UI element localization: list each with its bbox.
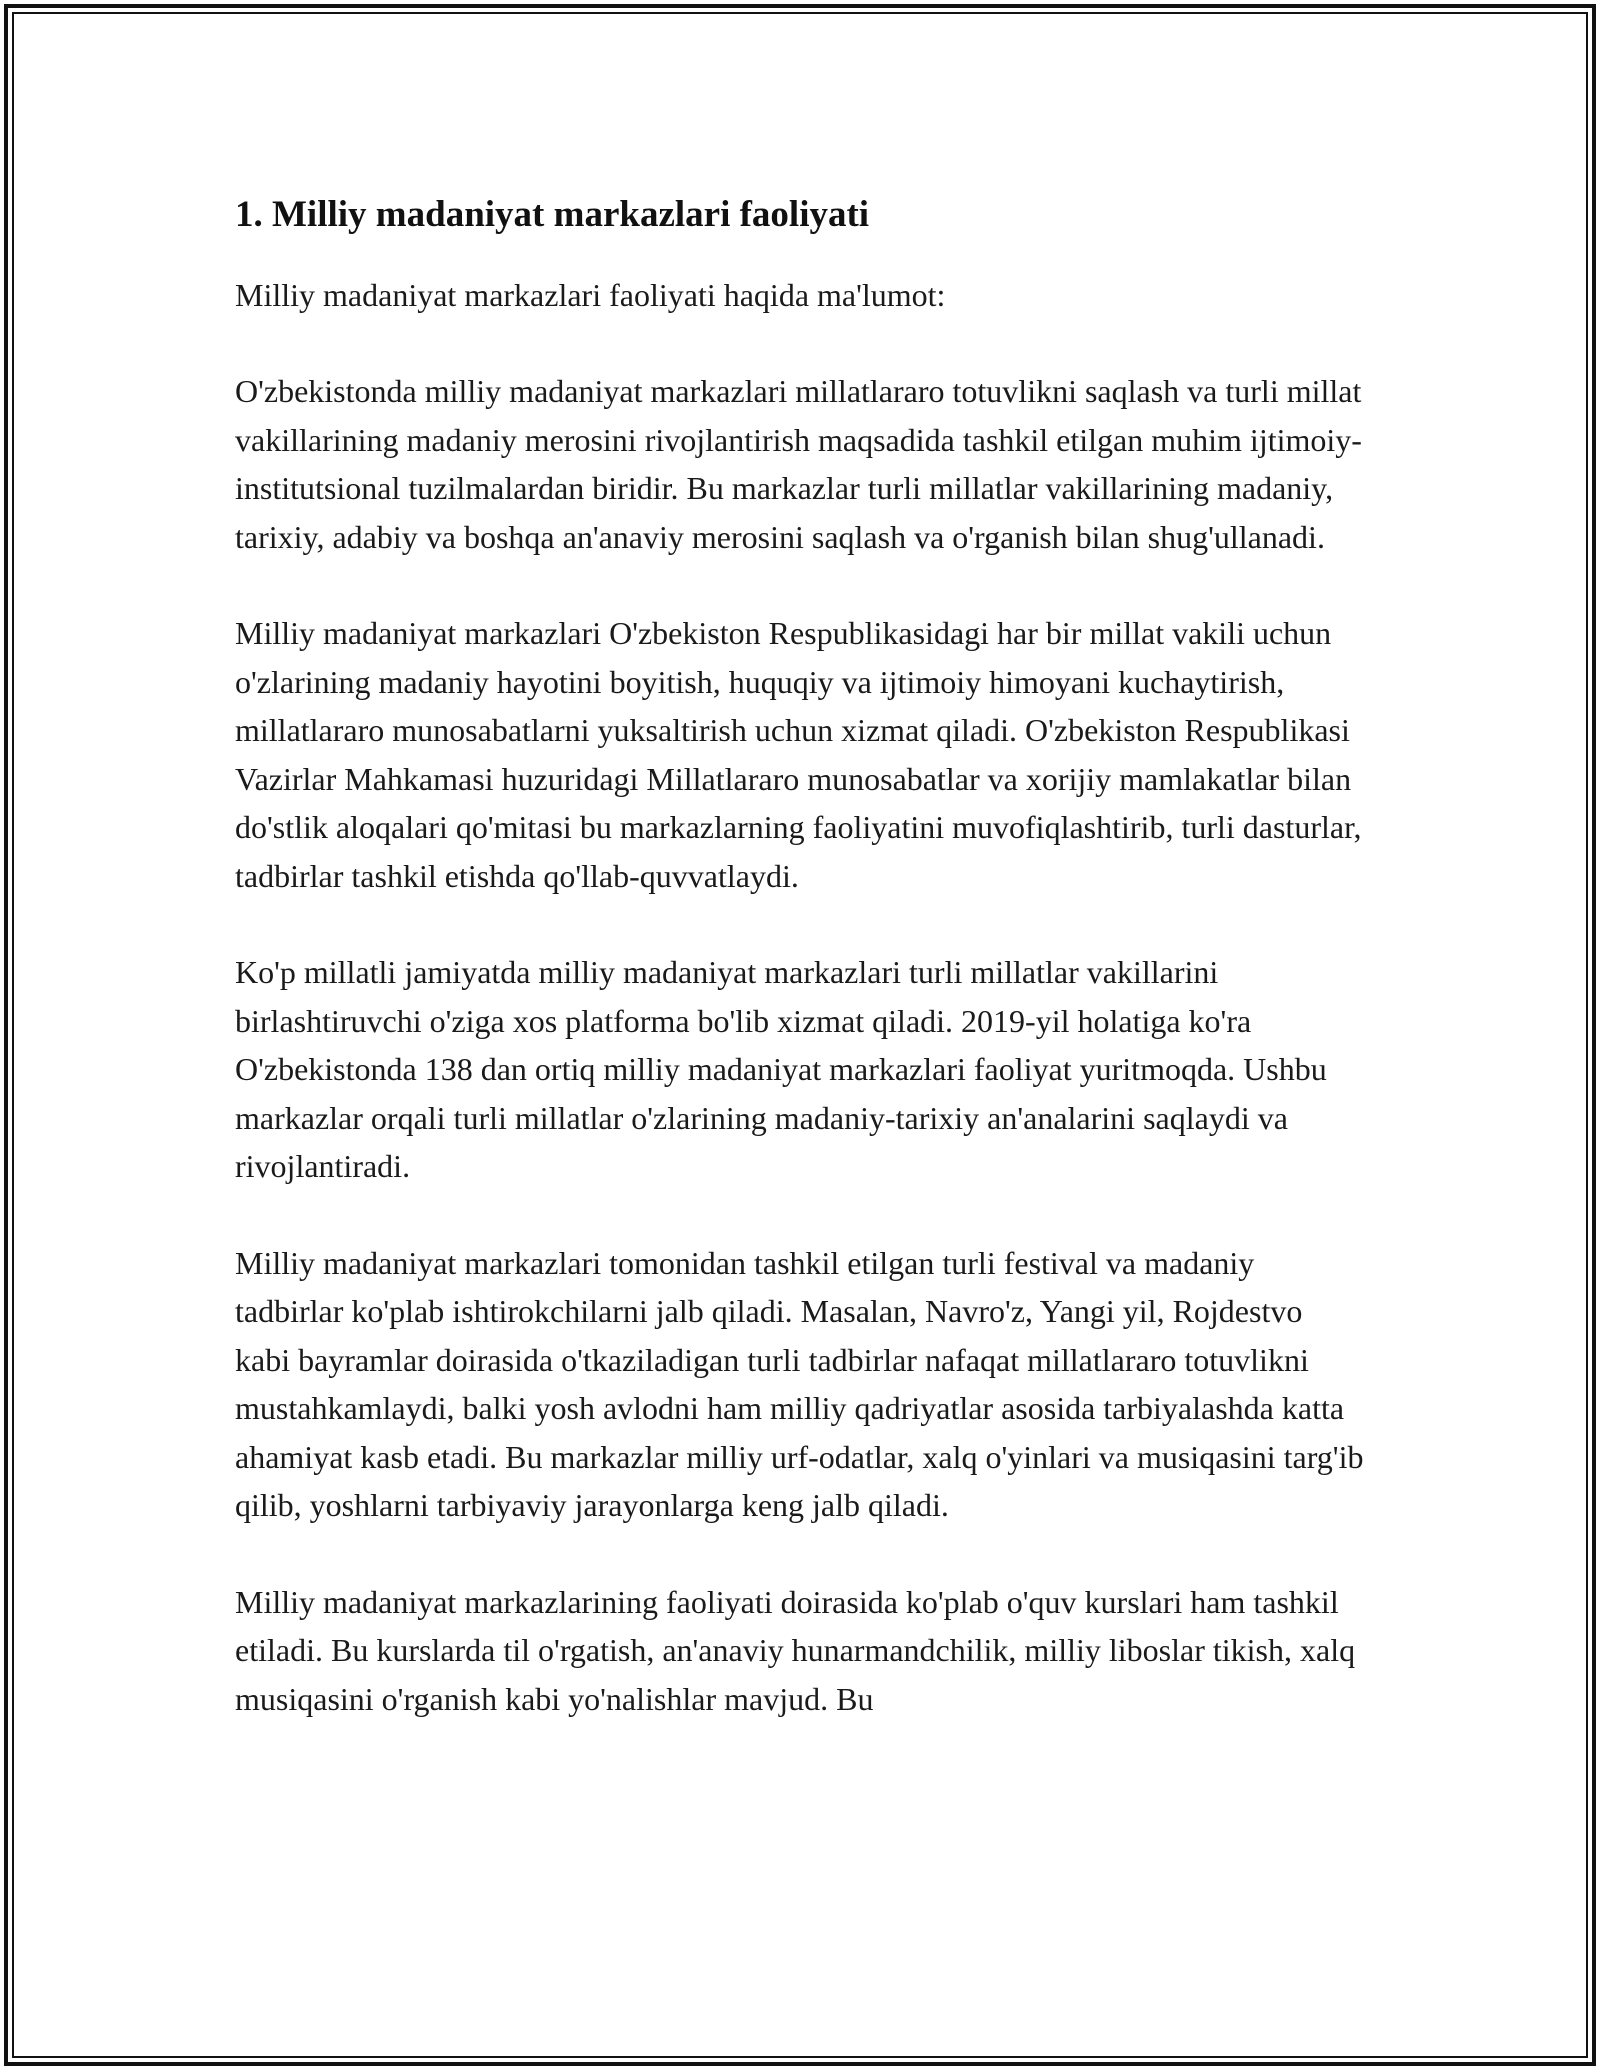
- paragraph-2: Milliy madaniyat markazlari O'zbekiston Respublikasidagi har bir millat vakili uchun o'zlarining madaniy hayotini boyitish, huquqiy va ijtimoiy himoyani kuchaytirish, millatlararo munosabatlarni yuksaltirish uchun xizmat qiladi. O'zbekiston Respublikasi Vazirlar Mahkamasi huzuridagi Millatlararo munosabatlar va xorijiy mamlakatlar bilan do'stlik aloqalari qo'mitasi bu markazlarning faoliyatini muvofiqlashtirib, turli dasturlar, tadbirlar tashkil etishda qo'llab-quvvatlaydi.: [235, 615, 1362, 894]
- paragraph-3: Ko'p millatli jamiyatda milliy madaniyat markazlari turli millatlar vakillarini birlashtiruvchi o'ziga xos platforma bo'lib xizmat qiladi. 2019-yil holatiga ko'ra O'zbekistonda 138 dan ortiq milliy madaniyat markazlari faoliyat yuritmoqda. Ushbu markazlar orqali turli millatlar o'zlarining madaniy-tarixiy an'analarini saqlaydi va rivojlantiradi.: [235, 954, 1327, 1184]
- paragraph-1: O'zbekistonda milliy madaniyat markazlari millatlararo totuvlikni saqlash va turli millat vakillarining madaniy merosini rivojlantirish maqsadida tashkil etilgan muhim ijtimoiy-institutsional tuzilmalardan biridir. Bu markazlar turli millatlar vakillarining madaniy, tarixiy, adabiy va boshqa an'anaviy merosini saqlash va o'rganish bilan shug'ullanadi.: [235, 373, 1362, 555]
- paragraph-5: Milliy madaniyat markazlarining faoliyati doirasida ko'plab o'quv kurslari ham tashkil etiladi. Bu kurslarda til o'rgatish, an'anaviy hunarmandchilik, milliy liboslar tikish, xalq musiqasini o'rganish kabi yo'nalishlar mavjud. Bu: [235, 1583, 1356, 1717]
- intro-line: Milliy madaniyat markazlari faoliyati haqida ma'lumot:: [235, 277, 946, 313]
- paragraph-4: Milliy madaniyat markazlari tomonidan tashkil etilgan turli festival va madaniy tadbirlar ko'plab ishtirokchilarni jalb qiladi. Masalan, Navro'z, Yangi yil, Rojdestvo kabi bayramlar doirasida o'tkaziladigan turli tadbirlar nafaqat millatlararo totuvlikni mustahkamlaydi, balki yosh avlodni ham milliy qadriyatlar asosida tarbiyalashda katta ahamiyat kasb etadi. Bu markazlar milliy urf-odatlar, xalq o'yinlari va musiqasini targ'ib qilib, yoshlarni tarbiyaviy jarayonlarga keng jalb qiladi.: [235, 1244, 1364, 1523]
- document-page: [235, 185, 1365, 1771]
- section-heading: 1. Milliy madaniyat markazlari faoliyati: [235, 194, 870, 235]
